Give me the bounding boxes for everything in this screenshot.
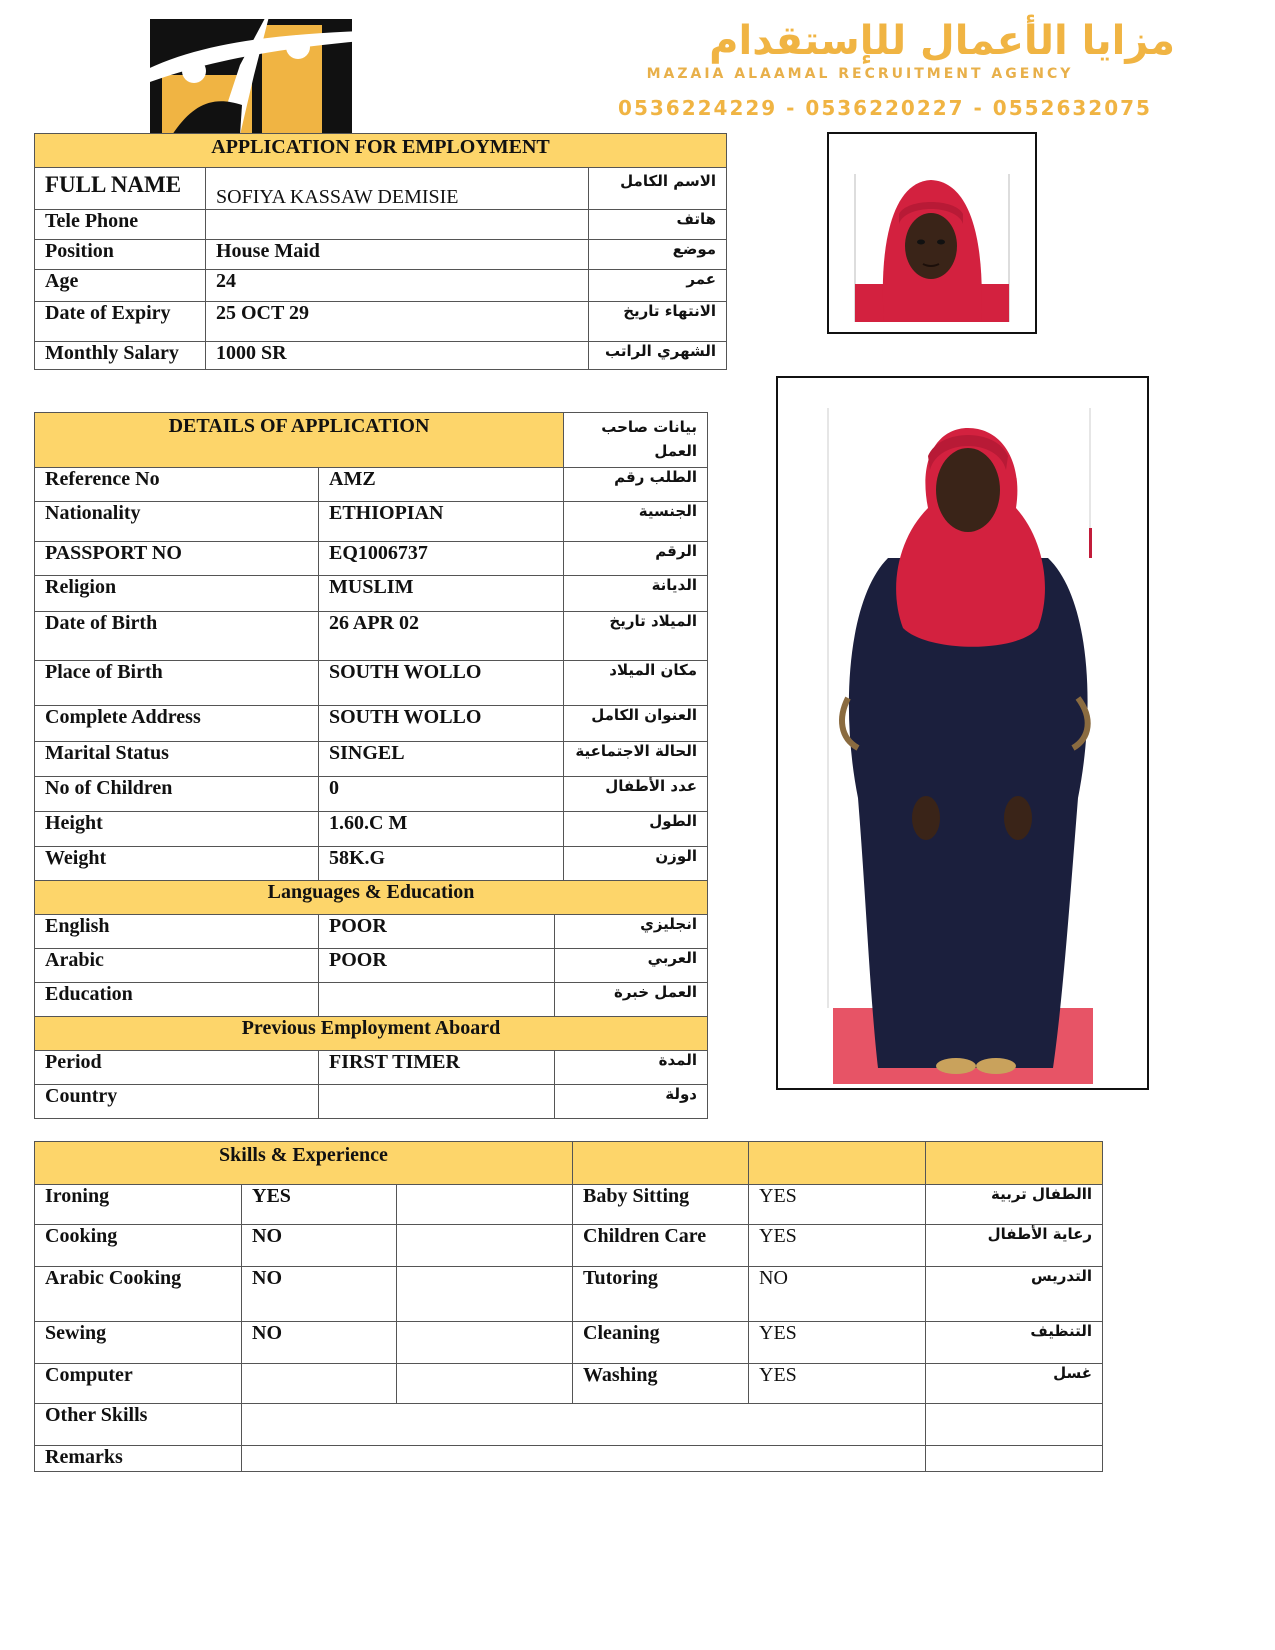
application-table [34,133,727,370]
detail-label-arabic: الطول [564,812,708,847]
portrait-photo [827,132,1037,334]
skill-label: Cooking [35,1225,242,1267]
detail-label-arabic: العنوان الكامل [564,706,708,742]
language-value: POOR [319,949,555,983]
skill-label: Baby Sitting [573,1185,749,1225]
skill-label: Sewing [35,1322,242,1364]
skill-value [242,1364,397,1404]
languages-table [34,880,708,1119]
field-label-arabic: هاتف [589,210,727,240]
details-table [34,412,708,882]
full-body-photo [776,376,1149,1090]
skill-label: Tutoring [573,1267,749,1322]
detail-value: MUSLIM [319,576,564,612]
skill-empty-cell [397,1225,573,1267]
skill-label: Children Care [573,1225,749,1267]
remarks-value [242,1446,926,1472]
skill-label-arabic: التدريس [926,1267,1103,1322]
detail-value: 1.60.C M [319,812,564,847]
skill-empty-cell [397,1364,573,1404]
detail-label: Complete Address [35,706,319,742]
education-label-arabic: العمل خبرة [555,983,708,1017]
field-value: 1000 SR [206,342,589,370]
field-label-arabic: موضع [589,240,727,270]
skill-label-arabic: التنظيف [926,1322,1103,1364]
skill-value: NO [242,1322,397,1364]
detail-label: Weight [35,847,319,882]
languages-title: Languages & Education [35,881,708,915]
skill-empty-cell [397,1322,573,1364]
employment-label: Country [35,1085,319,1119]
field-label: Date of Expiry [35,302,206,342]
employment-label-arabic: دولة [555,1085,708,1119]
skills-header-cell [573,1142,749,1185]
detail-value: SOUTH WOLLO [319,706,564,742]
detail-label: Height [35,812,319,847]
detail-value: EQ1006737 [319,542,564,576]
skill-empty-cell [397,1185,573,1225]
detail-label-arabic: الطلب رقم [564,468,708,502]
skills-title: Skills & Experience [35,1142,573,1185]
skill-value: NO [242,1225,397,1267]
detail-value: SOUTH WOLLO [319,661,564,706]
education-value [319,983,555,1017]
field-label: FULL NAME [35,168,206,210]
skill-label-arabic: االطفال تربية [926,1185,1103,1225]
skill-value: YES [749,1364,926,1404]
detail-label-arabic: الميلاد تاريخ [564,612,708,661]
detail-label: Reference No [35,468,319,502]
other-skills-extra [926,1404,1103,1446]
detail-label-arabic: الجنسية [564,502,708,542]
other-skills-label: Other Skills [35,1404,242,1446]
employment-value: FIRST TIMER [319,1051,555,1085]
field-label-arabic: الاسم الكامل [589,168,727,210]
detail-label-arabic: مكان الميلاد [564,661,708,706]
skills-table [34,1141,1103,1472]
agency-name-english: MAZAIA ALAAMAL RECRUITMENT AGENCY [646,66,1074,82]
language-label-arabic: انجليزي [555,915,708,949]
field-value: House Maid [206,240,589,270]
details-title-arabic: بيانات صاحب العمل [564,413,708,468]
detail-label: Marital Status [35,742,319,777]
skills-header-cell [926,1142,1103,1185]
detail-value: SINGEL [319,742,564,777]
language-label: Arabic [35,949,319,983]
remarks-label: Remarks [35,1446,242,1472]
skill-value: YES [242,1185,397,1225]
detail-label: Nationality [35,502,319,542]
field-value: SOFIYA KASSAW DEMISIE [206,168,589,210]
details-title: DETAILS OF APPLICATION [35,413,564,468]
field-label: Monthly Salary [35,342,206,370]
previous-employment-title: Previous Employment Aboard [35,1017,708,1051]
skill-label: Arabic Cooking [35,1267,242,1322]
skill-value: YES [749,1185,926,1225]
field-label-arabic: الانتهاء تاريخ [589,302,727,342]
field-label: Position [35,240,206,270]
detail-value: ETHIOPIAN [319,502,564,542]
agency-phones: 0536224229 - 0536220227 - 0552632075 [618,96,1152,120]
language-label: English [35,915,319,949]
employment-value [319,1085,555,1119]
detail-value: AMZ [319,468,564,502]
field-label: Age [35,270,206,302]
skill-label: Ironing [35,1185,242,1225]
detail-value: 58K.G [319,847,564,882]
skill-label: Computer [35,1364,242,1404]
employment-label-arabic: المدة [555,1051,708,1085]
detail-label: PASSPORT NO [35,542,319,576]
detail-label: Date of Birth [35,612,319,661]
other-skills-value [242,1404,926,1446]
field-value: 25 OCT 29 [206,302,589,342]
remarks-extra [926,1446,1103,1472]
skill-value: NO [242,1267,397,1322]
application-title: APPLICATION FOR EMPLOYMENT [35,134,727,168]
agency-name-arabic: مزايا الأعمال للإستقدام [709,18,1175,64]
skill-label-arabic: رعاية الأطفال [926,1225,1103,1267]
field-value: 24 [206,270,589,302]
field-label: Tele Phone [35,210,206,240]
skills-header-cell [749,1142,926,1185]
field-label-arabic: الشهري الراتب [589,342,727,370]
detail-label: Place of Birth [35,661,319,706]
detail-label: Religion [35,576,319,612]
language-label-arabic: العربي [555,949,708,983]
detail-label-arabic: عدد الأطفال [564,777,708,812]
field-value [206,210,589,240]
detail-label: No of Children [35,777,319,812]
skill-empty-cell [397,1267,573,1322]
skill-label-arabic: غسل [926,1364,1103,1404]
skill-label: Cleaning [573,1322,749,1364]
detail-value: 26 APR 02 [319,612,564,661]
detail-label-arabic: الوزن [564,847,708,882]
skill-value: YES [749,1225,926,1267]
skill-value: YES [749,1322,926,1364]
detail-value: 0 [319,777,564,812]
language-value: POOR [319,915,555,949]
detail-label-arabic: الديانة [564,576,708,612]
field-label-arabic: عمر [589,270,727,302]
detail-label-arabic: الحالة الاجتماعية [564,742,708,777]
detail-label-arabic: الرقم [564,542,708,576]
skill-value: NO [749,1267,926,1322]
skill-label: Washing [573,1364,749,1404]
employment-label: Period [35,1051,319,1085]
agency-logo-icon [122,5,372,135]
education-label: Education [35,983,319,1017]
